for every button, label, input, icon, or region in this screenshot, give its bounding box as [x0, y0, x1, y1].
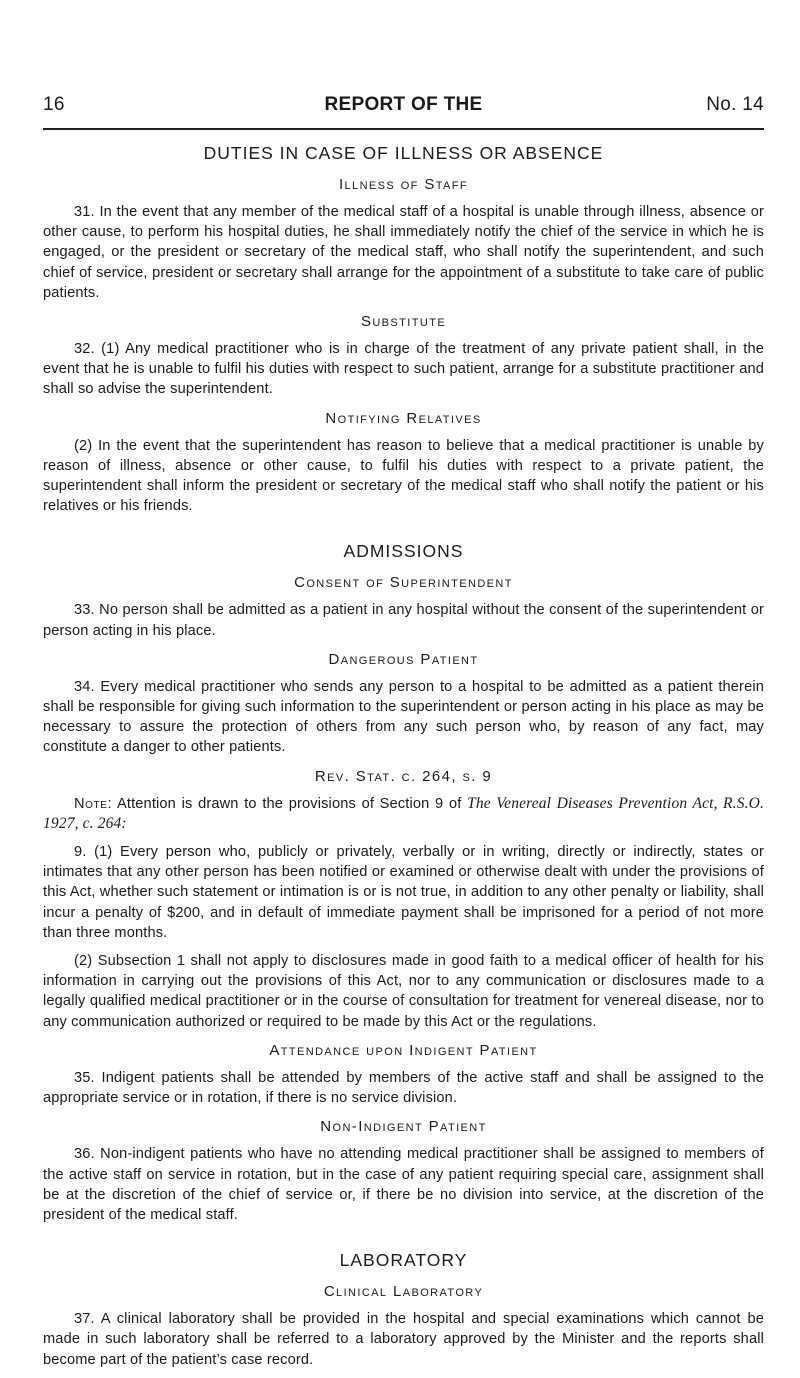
subheading-dangerous-patient: Dangerous Patient — [328, 650, 479, 668]
paragraph-34: 34. Every medical practitioner who sends any person to a hospital to be admitted as a patient therein shall be responsible for giving such information to the superintendent or person acting in his place as may be necessary to assure the protection of others from any such person who, by reason of any fact, may constitute a danger to other patients. — [43, 678, 764, 756]
issue-number: No. 14 — [706, 94, 764, 115]
paragraph-31: 31. In the event that any member of the medical staff of a hospital is unable through illness, absence or other cause, to perform his hospital duties, he shall immediately notify the chief of the service in which he is engaged, or the president or secretary of the medical staff, who shall notify the superintendent, and such chief of service, president or secretary shall arrange for the appointment of a substitute to take care of public patients. — [43, 204, 764, 301]
paragraph-32-1: 32. (1) Any medical practitioner who is in charge of the treatment of any private patient shall, in the event that he is unable to fulfil his duties with respect to such patient, arrange for a substitute practitioner and shall so advise the superintendent. — [43, 341, 764, 398]
paragraph-32-2: (2) In the event that the superintendent has reason to believe that a medical practitioner is unable by reason of illness, absence or other cause, to fulfil his duties with respect to a private patient, the superintendent shall inform the president or secretary of the medical staff who shall notify the patient or his relatives or his friends. — [43, 437, 764, 515]
running-title: REPORT OF THE — [324, 94, 483, 115]
subheading-notifying-relatives: Notifying Relatives — [325, 409, 482, 427]
subheading-rev-stat: Rev. Stat. c. 264, s. 9 — [314, 767, 493, 785]
subheading-consent: Consent of Superintendent — [294, 574, 513, 592]
note-label: Note: — [74, 795, 113, 812]
paragraph-35: 35. Indigent patients shall be attended by members of the active staff and shall be assigned to the appropriate service or in rotation, if there is no service division. — [43, 1069, 764, 1107]
paragraph-36: 36. Non-indigent patients who have no attending medical practitioner shall be assigned to members of the active staff on service in rotation, but in the case of any patient requiring special care, assignment shall be at the discretion of the chief of service or, if there be no division into service, at the discretion of the president of the medical staff. — [43, 1146, 764, 1223]
paragraph-33: 33. No person shall be admitted as a patient in any hospital without the consent of the superintendent or person acting in his place. — [43, 602, 764, 639]
note-text: Attention is drawn to the provisions of Section 9 of — [112, 795, 468, 812]
note-paragraph — [43, 794, 764, 834]
subheading-illness-of-staff: Illness of Staff — [338, 176, 469, 193]
section-gap — [43, 524, 764, 537]
subheading-clinical-laboratory: Clinical Laboratory — [323, 1283, 484, 1301]
subheading-non-indigent: Non-Indigent Patient — [320, 1118, 487, 1136]
section-gap — [43, 1233, 764, 1246]
paragraph-9-1: 9. (1) Every person who, publicly or privately, verbally or in writing, directly or indirectly, states or intimates that any other person has been notified or examined or otherwise dealt with under the provisions of this Act, whether such statement or intimation is or is not true, in addition to any other penalty or liability, shall incur a penalty of $200, and in default of immediate payment shall be imprisoned for a period of not more than three months. — [43, 844, 764, 941]
running-header — [43, 90, 764, 120]
section-heading-admissions: ADMISSIONS — [343, 541, 464, 562]
subheading-substitute: Substitute — [360, 313, 447, 331]
section-heading-laboratory: LABORATORY — [339, 1250, 468, 1271]
page-number: 16 — [43, 94, 65, 115]
header-rule — [43, 128, 764, 130]
note-citation: The Venereal Diseases Prevention Act, R.S.O. 1927, c. 264: — [43, 794, 764, 832]
document-body — [43, 139, 764, 1378]
paragraph-9-2: (2) Subsection 1 shall not apply to disclosures made in good faith to a medical officer of health for his information in carrying out the provisions of this Act, nor to any communication or disclosures made to a legally qualified medical practitioner or in the course of consultation for treatment for venereal disease, nor to any communication authorized or required to be made by this Act or the regulations. — [43, 953, 764, 1030]
paragraph-37: 37. A clinical laboratory shall be provided in the hospital and special examinations which cannot be made in such laboratory shall be referred to a laboratory approved by the Minister and the reports shall become part of the patient’s case record. — [43, 1311, 764, 1368]
section-heading-duties: DUTIES IN CASE OF ILLNESS OR ABSENCE — [203, 143, 604, 163]
subheading-indigent: Attendance upon Indigent Patient — [269, 1041, 538, 1059]
